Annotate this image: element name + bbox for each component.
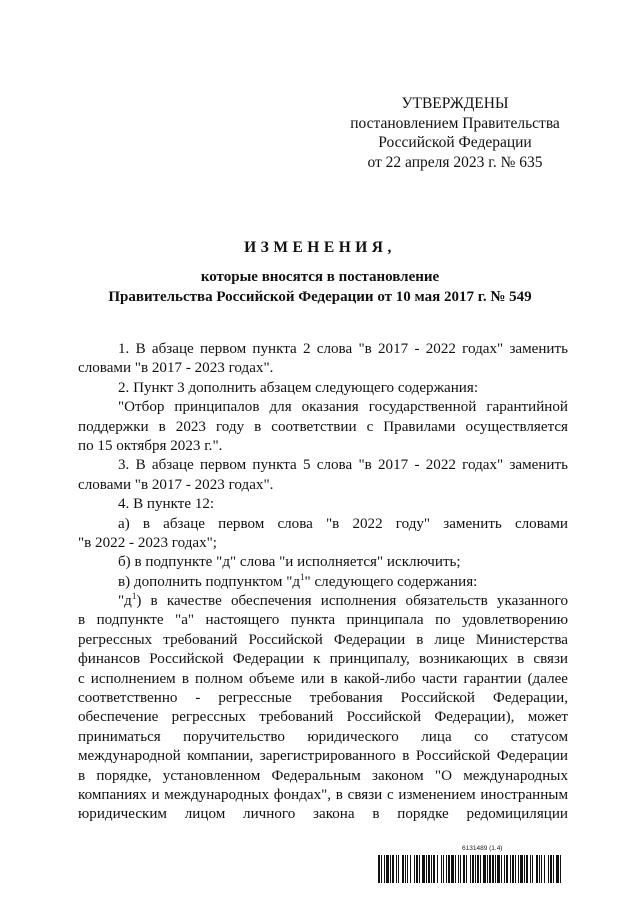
paragraph-line: по 15 октября 2023 г.". xyxy=(78,437,223,454)
paragraph-line: компаниях и международных фондах", в связи с изменением иностранным xyxy=(78,786,568,803)
text-fragment: ) в качестве обеспечения исполнения обязательств указанного xyxy=(136,593,568,610)
paragraph-line: международной компании, зарегистрированного в Российской Федерации xyxy=(78,748,568,765)
approval-heading: УТВЕРЖДЕНЫ xyxy=(401,95,509,112)
paragraph-line xyxy=(78,573,568,592)
approval-date: от 22 апреля 2023 г. № 635 xyxy=(367,153,543,171)
paragraph-line: б) в подпункте "д" слова "и исполняется" исключить; xyxy=(118,554,461,571)
text-fragment: в) дополнить подпунктом "д xyxy=(118,573,301,590)
paragraph-line: "Отбор принципалов для оказания государственной гарантийной xyxy=(118,399,568,416)
document-body xyxy=(78,340,568,825)
paragraph-line: в подпункте "а" настоящего пункта принципала по удовлетворению xyxy=(78,612,568,629)
paragraph-line xyxy=(78,592,568,611)
barcode-bar xyxy=(561,855,562,883)
approval-line: Российской Федерации xyxy=(378,134,532,151)
paragraph-line: словами "в 2017 - 2023 годах". xyxy=(78,476,274,493)
document-title: ИЗМЕНЕНИЯ, xyxy=(244,239,396,256)
text-fragment: "д xyxy=(118,593,132,610)
paragraph-line: 3. В абзаце первом пункта 5 слова "в 2017 - 2022 годах" заменить xyxy=(118,457,568,474)
paragraph-line: с исполнением в полном объеме или в какой-либо части гарантии (далее xyxy=(78,670,568,687)
barcode-icon xyxy=(378,855,564,883)
paragraph-line: обеспечение регрессных требований Российской Федерации), может xyxy=(78,709,568,726)
superscript: 1 xyxy=(300,571,305,582)
paragraph-line: юридическим лицом личного закона в порядке редомициляции xyxy=(78,806,568,823)
paragraph-line: приниматься поручительство юридического лица со статусом xyxy=(78,728,568,745)
paragraph-line: словами "в 2017 - 2023 годах". xyxy=(78,360,274,377)
approval-line: постановлением Правительства xyxy=(350,114,560,132)
paragraph-line: регрессных требований Российской Федерации в лице Министерства xyxy=(78,631,568,648)
text-fragment: " следующего содержания: xyxy=(304,573,478,590)
superscript: 1 xyxy=(131,591,137,602)
paragraph-line: а) в абзаце первом слова "в 2022 году" заменить словами xyxy=(118,515,568,532)
barcode-id: 6131489 (1.4) xyxy=(462,845,503,852)
paragraph-line: 1. В абзаце первом пункта 2 слова "в 2017 - 2022 годах" заменить xyxy=(118,341,568,357)
subtitle-line: Правительства Российской Федерации от 10 мая 2017 г. № 549 xyxy=(108,289,532,305)
paragraph-line: в порядке, установленном Федеральным законом "О международных xyxy=(78,767,568,784)
paragraph-line: финансов Российской Федерации к принципалу, возникающих в связи xyxy=(78,651,568,668)
document-subtitle xyxy=(0,267,640,307)
paragraph-line: 2. Пункт 3 дополнить абзацем следующего содержания: xyxy=(118,379,479,396)
paragraph-line: "в 2022 - 2023 годах"; xyxy=(78,534,217,551)
paragraph-line: соответственно - регрессные требования Российской Федерации, xyxy=(78,690,568,707)
subtitle-line: которые вносятся в постановление xyxy=(200,269,440,285)
paragraph-line: 4. В пункте 12: xyxy=(118,496,215,513)
approval-block xyxy=(330,94,580,172)
paragraph-line: поддержки в 2023 году в соответствии с Правилами осуществляется xyxy=(78,418,568,435)
